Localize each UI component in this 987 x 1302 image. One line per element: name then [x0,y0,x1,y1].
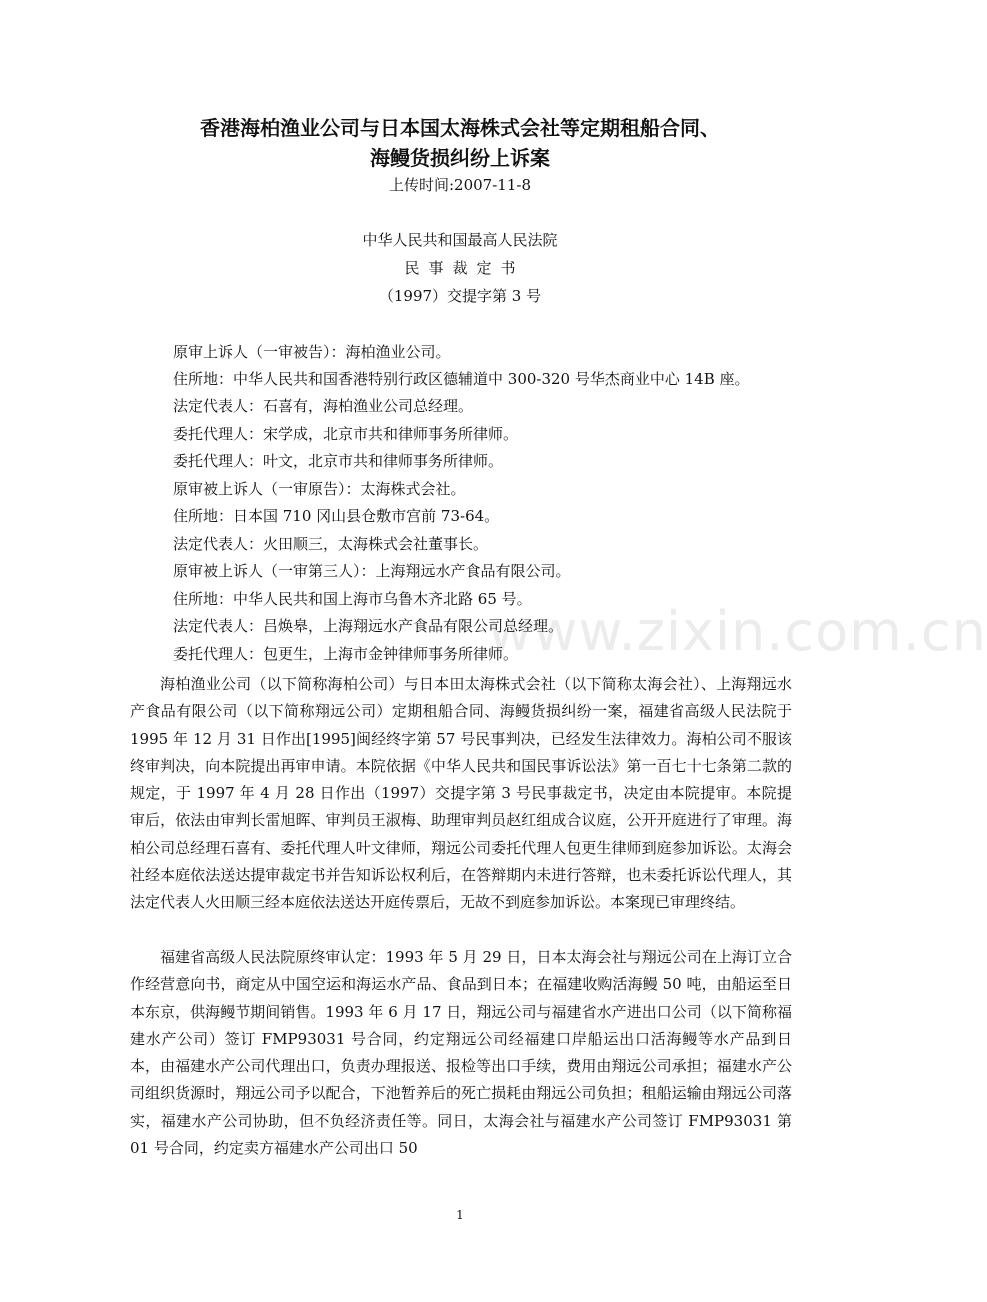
party-line: 原审被上诉人（一审第三人）：上海翔远水产食品有限公司。 [173,562,571,580]
document-number: （1997）交提字第 3 号 [378,287,542,305]
document-type: 民事裁定书 [404,259,525,277]
court-name: 中华人民共和国最高人民法院 [362,231,558,249]
document-title-line-2: 海鳗货损纠纷上诉案 [370,146,550,170]
party-line: 住所地：中华人民共和国香港特别行政区德辅道中 300-320 号华杰商业中心 14B 座。 [173,370,750,388]
party-line: 委托代理人：叶文，北京市共和律师事务所律师。 [173,452,504,470]
party-line: 住所地：日本国 710 冈山县仓敷市宫前 73-64。 [173,507,500,525]
body-paragraph: 福建省高级人民法院原终审认定：1993 年 5 月 29 日，日本太海会社与翔远公司在上海订立合作经营意向书，商定从中国空运和海运水产品、食品到日本；在福建收购活海鳗 50 吨，由船运至日本东京，供海鳗节期间销售。1993 年 6 月 17 日，翔远公司与福建省水产进出口公司（以下简称福建水产公司）签订 FMP93031 号合同，约定翔远公司经福建口岸船运出口活海鳗等水产品到日本，由福建水产公司代理出口，负责办理报送、报检等出口手续，费用由翔远公司承担；福建水产公司组织货源时，翔远公司予以配合，下池暂养后的死亡损耗由翔远公司负担；租船运输由翔远公司落实，福建水产公司协助，但不负经济责任等。同日，太海会社与福建水产公司签订 FMP93031 第 01 号合同，约定卖方福建水产公司出口 50 [130,948,792,1158]
party-line: 原审上诉人（一审被告）：海柏渔业公司。 [173,343,451,361]
upload-time: 上传时间:2007-11-8 [389,176,531,194]
document-title-line-1: 香港海柏渔业公司与日本国太海株式会社等定期租船合同、 [200,116,720,140]
party-line: 委托代理人：宋学成，北京市共和律师事务所律师。 [173,425,519,443]
party-line: 委托代理人：包更生，上海市金钟律师事务所律师。 [173,645,519,663]
party-line: 原审被上诉人（一审原告）：太海株式会社。 [173,480,466,498]
party-line: 法定代表人：石喜有，海柏渔业公司总经理。 [173,397,474,415]
watermark: www.zixin.com.cn [488,600,987,663]
page-number: 1 [456,1208,464,1222]
party-line: 住所地：中华人民共和国上海市乌鲁木齐北路 65 号。 [173,590,532,608]
party-line: 法定代表人：火田顺三，太海株式会社董事长。 [173,535,489,553]
party-line: 法定代表人：吕焕皋，上海翔远水产食品有限公司总经理。 [173,617,564,635]
body-paragraph: 海柏渔业公司（以下简称海柏公司）与日本田太海株式会社（以下简称太海会社）、上海翔远水产食品有限公司（以下简称翔远公司）定期租船合同、海鳗货损纠纷一案，福建省高级人民法院于 1995 年 12 月 31 日作出[1995]闽经终字第 57 号民事判决，已经发生法律效力。海柏公司不服该终审判决，向本院提出再审申请。本院依据《中华人民共和国民事诉讼法》第一百七十七条第二款的规定，于 1997 年 4 月 28 日作出（1997）交提字第 3 号民事裁定书，决定由本院提审。本院提审后，依法由审判长雷旭晖、审判员王淑梅、助理审判员赵红组成合议庭，公开开庭进行了审理。海柏公司总经理石喜有、委托代理人叶文律师，翔远公司委托代理人包更生律师到庭参加诉讼。太海会社经本庭依法送达提审裁定书并告知诉讼权利后，在答辩期内未进行答辩，也未委托诉讼代理人，其法定代表人火田顺三经本庭依法送达开庭传票后，无故不到庭参加诉讼。本案现已审理终结。 [130,675,792,912]
